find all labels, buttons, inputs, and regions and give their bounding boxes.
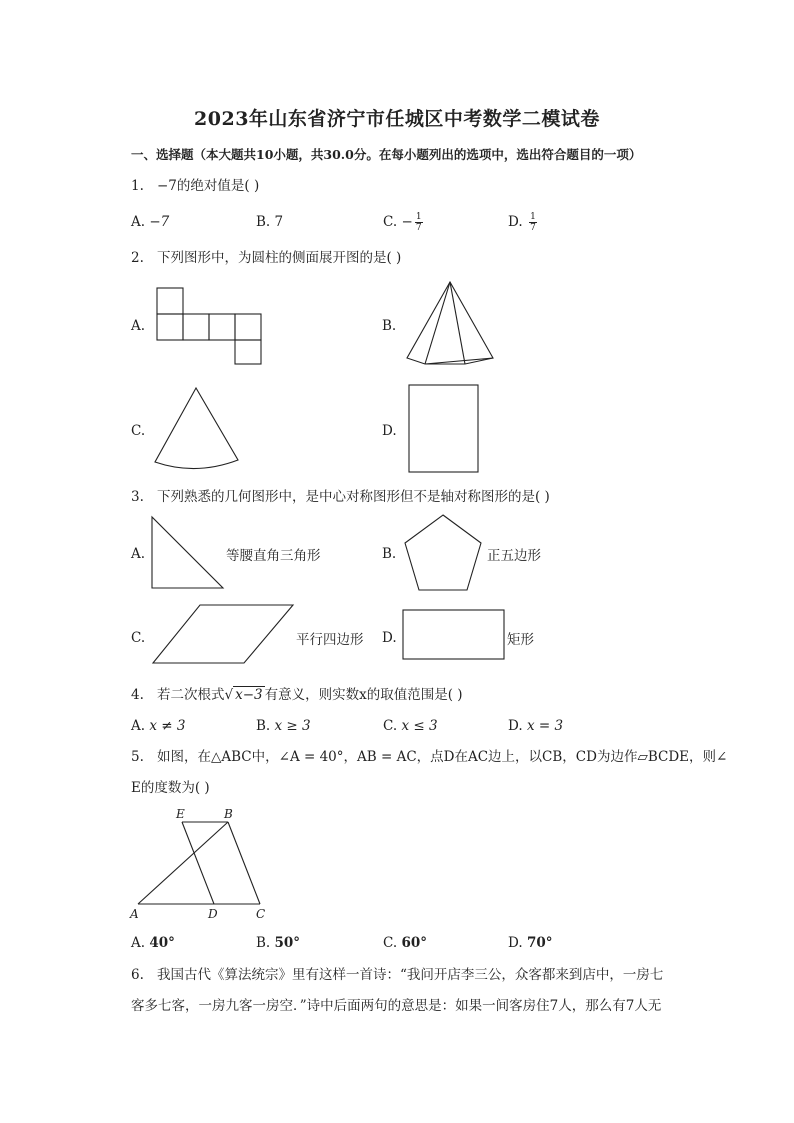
q4-option-b[interactable]: B. x ≥ 3 xyxy=(256,718,311,734)
radicand: x−3 xyxy=(235,687,263,703)
cube-net-figure xyxy=(155,286,265,366)
question-1: 1. −7的绝对值是( ) xyxy=(131,178,260,194)
q5-option-d[interactable]: D. 70° xyxy=(508,935,553,951)
q1-option-c[interactable]: C. − $\frac{1}{7}$ xyxy=(383,212,422,233)
pyramid-figure xyxy=(405,280,495,366)
fig-label-b: B xyxy=(224,807,233,821)
right-isosceles-triangle-figure xyxy=(150,515,226,591)
q3-option-b[interactable]: B. xyxy=(382,546,397,562)
question-6-cont: 客多七客，一房九客一房空．”诗中后面两句的意思是：如果一间客房住7人，那么有7人无 xyxy=(131,998,662,1014)
section-heading: 一、选择题（本大题共10小题，共30.0分。在每小题列出的选项中，选出符合题目的一项） xyxy=(131,147,642,162)
q2-option-c[interactable]: C. xyxy=(131,423,146,439)
question-3: 3. 下列熟悉的几何图形中，是中心对称图形但不是轴对称图形的是( ) xyxy=(131,489,550,505)
q5-option-b[interactable]: B. 50° xyxy=(256,935,301,951)
fig-label-c: C xyxy=(256,907,266,921)
rectangle-figure-2 xyxy=(402,609,506,661)
q3-d-label: 矩形 xyxy=(507,632,534,648)
fig-label-d: D xyxy=(208,907,218,921)
question-2: 2. 下列图形中，为圆柱的侧面展开图的是( ) xyxy=(131,250,402,266)
q3-a-label: 等腰直角三角形 xyxy=(226,548,321,564)
parallelogram-figure xyxy=(150,603,296,665)
q4-option-a[interactable]: A. x ≠ 3 xyxy=(131,718,186,734)
q5-option-c[interactable]: C. 60° xyxy=(383,935,427,951)
question-5-cont: E的度数为( ) xyxy=(131,780,210,796)
q5-option-a[interactable]: A. 40° xyxy=(131,935,175,951)
fraction: $\frac{1}{7}$ xyxy=(530,212,536,233)
q2-option-a[interactable]: A. xyxy=(131,318,146,334)
q1-option-a[interactable]: A. −7 xyxy=(131,214,170,230)
fraction: $\frac{1}{7}$ xyxy=(415,212,422,233)
pentagon-figure xyxy=(402,513,484,593)
q2-option-d[interactable]: D. xyxy=(382,423,397,439)
fig-label-a: A xyxy=(130,907,139,921)
page-title: 2023年山东省济宁市任城区中考数学二模试卷 xyxy=(194,108,600,130)
parallelogram-triangle-figure xyxy=(128,806,278,924)
q1-option-b[interactable]: B. 7 xyxy=(256,214,284,230)
q3-option-c[interactable]: C. xyxy=(131,630,146,646)
q4-option-d[interactable]: D. x = 3 xyxy=(508,718,564,734)
fig-label-e: E xyxy=(176,807,185,821)
sector-figure xyxy=(152,386,242,470)
q1-option-d[interactable]: D. $\frac{1}{7}$ xyxy=(508,212,536,233)
q3-option-d[interactable]: D. xyxy=(382,630,397,646)
question-5: 5. 如图，在△ABC中，∠A = 40°，AB = AC，点D在AC边上，以CB，CD为边作▱BCDE，则∠ xyxy=(131,749,728,765)
q4-option-c[interactable]: C. x ≤ 3 xyxy=(383,718,438,734)
q2-option-b[interactable]: B. xyxy=(382,318,397,334)
q3-option-a[interactable]: A. xyxy=(131,546,146,562)
question-4: 4. 若二次根式√ x−3 有意义，则实数x的取值范围是( ) xyxy=(131,687,463,703)
q3-b-label: 正五边形 xyxy=(487,548,541,564)
q3-c-label: 平行四边形 xyxy=(296,632,364,648)
rectangle-figure xyxy=(408,384,480,474)
question-6: 6. 我国古代《算法统宗》里有这样一首诗：“我问开店李三公，众客都来到店中，一房七 xyxy=(131,967,664,983)
